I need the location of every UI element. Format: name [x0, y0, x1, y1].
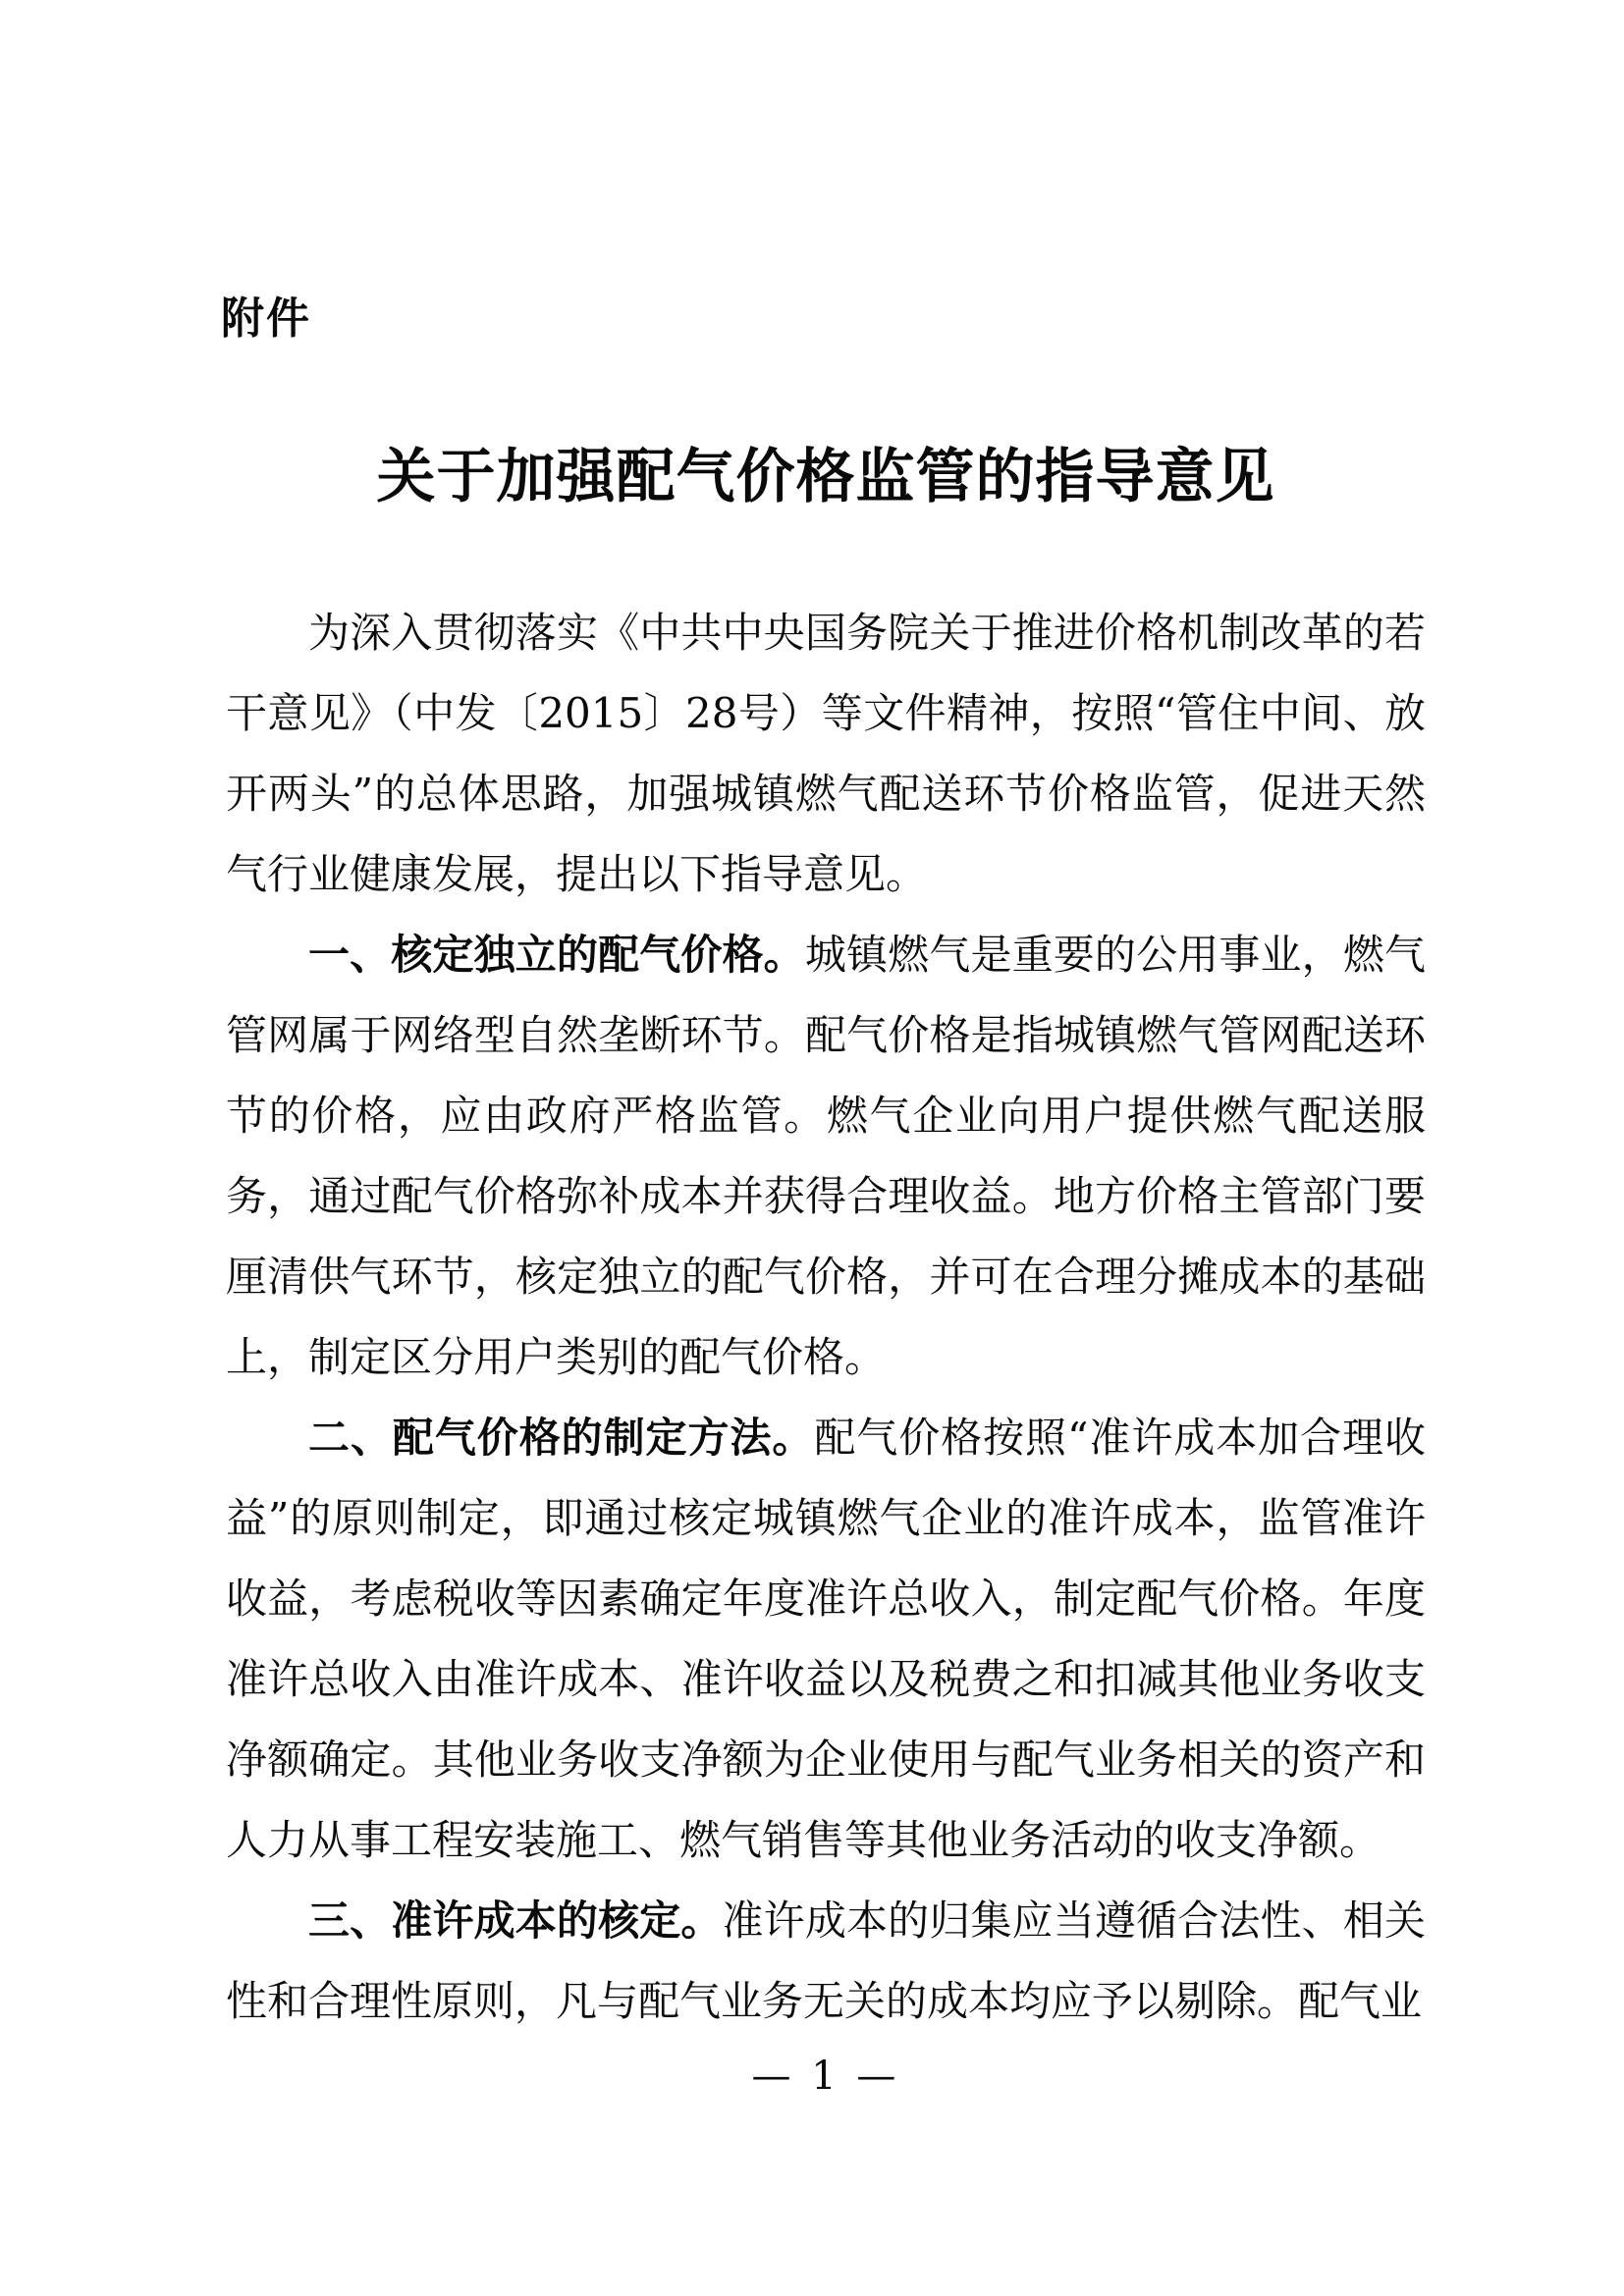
- paragraph-intro-text: 为深入贯彻落实《中共中央国务院关于推进价格机制改革的若干意见》（中发〔2015〕28号）等文件精神，按照“管住中间、放开两头”的总体思路，加强城镇燃气配送环节价格监管，促进天然气行业健康发展，提出以下指导意见。: [226, 609, 1426, 898]
- paragraph-section-2-heading: 二、配气价格的制定方法。: [308, 1414, 815, 1462]
- paragraph-section-3-heading: 三、准许成本的核定。: [308, 1896, 723, 1945]
- paragraph-section-2: [226, 1398, 1426, 1881]
- paragraph-section-1-heading: 一、核定独立的配气价格。: [308, 931, 805, 979]
- paragraph-section-1: [226, 915, 1426, 1398]
- paragraph-section-3: [226, 1881, 1426, 2042]
- paragraph-intro: [226, 593, 1426, 915]
- document-title: 关于加强配气价格监管的指导意见: [376, 443, 1275, 511]
- attachment-label: 附件: [221, 294, 311, 344]
- document-body: [226, 593, 1426, 2042]
- page-number: [226, 2054, 1426, 2099]
- page-number-text: — 1 —: [751, 2054, 900, 2099]
- paragraph-section-2-text: 配气价格按照“准许成本加合理收益”的原则制定，即通过核定城镇燃气企业的准许成本，监管准许收益，考虑税收等因素确定年度准许总收入，制定配气价格。年度准许总收入由准许成本、准许收益以及税费之和扣减其他业务收支净额确定。其他业务收支净额为企业使用与配气业务相关的资产和人力从事工程安装施工、燃气销售等其他业务活动的收支净额。: [226, 1414, 1426, 1864]
- paragraph-section-1-text: 城镇燃气是重要的公用事业，燃气管网属于网络型自然垄断环节。配气价格是指城镇燃气管网配送环节的价格，应由政府严格监管。燃气企业向用户提供燃气配送服务，通过配气价格弥补成本并获得合理收益。地方价格主管部门要厘清供气环节，核定独立的配气价格，并可在合理分摊成本的基础上，制定区分用户类别的配气价格。: [226, 931, 1426, 1381]
- paragraph-section-3-text: 准许成本的归集应当遵循合法性、相关性和合理性原则，凡与配气业务无关的成本均应予以剔除。配气业: [226, 1896, 1426, 2025]
